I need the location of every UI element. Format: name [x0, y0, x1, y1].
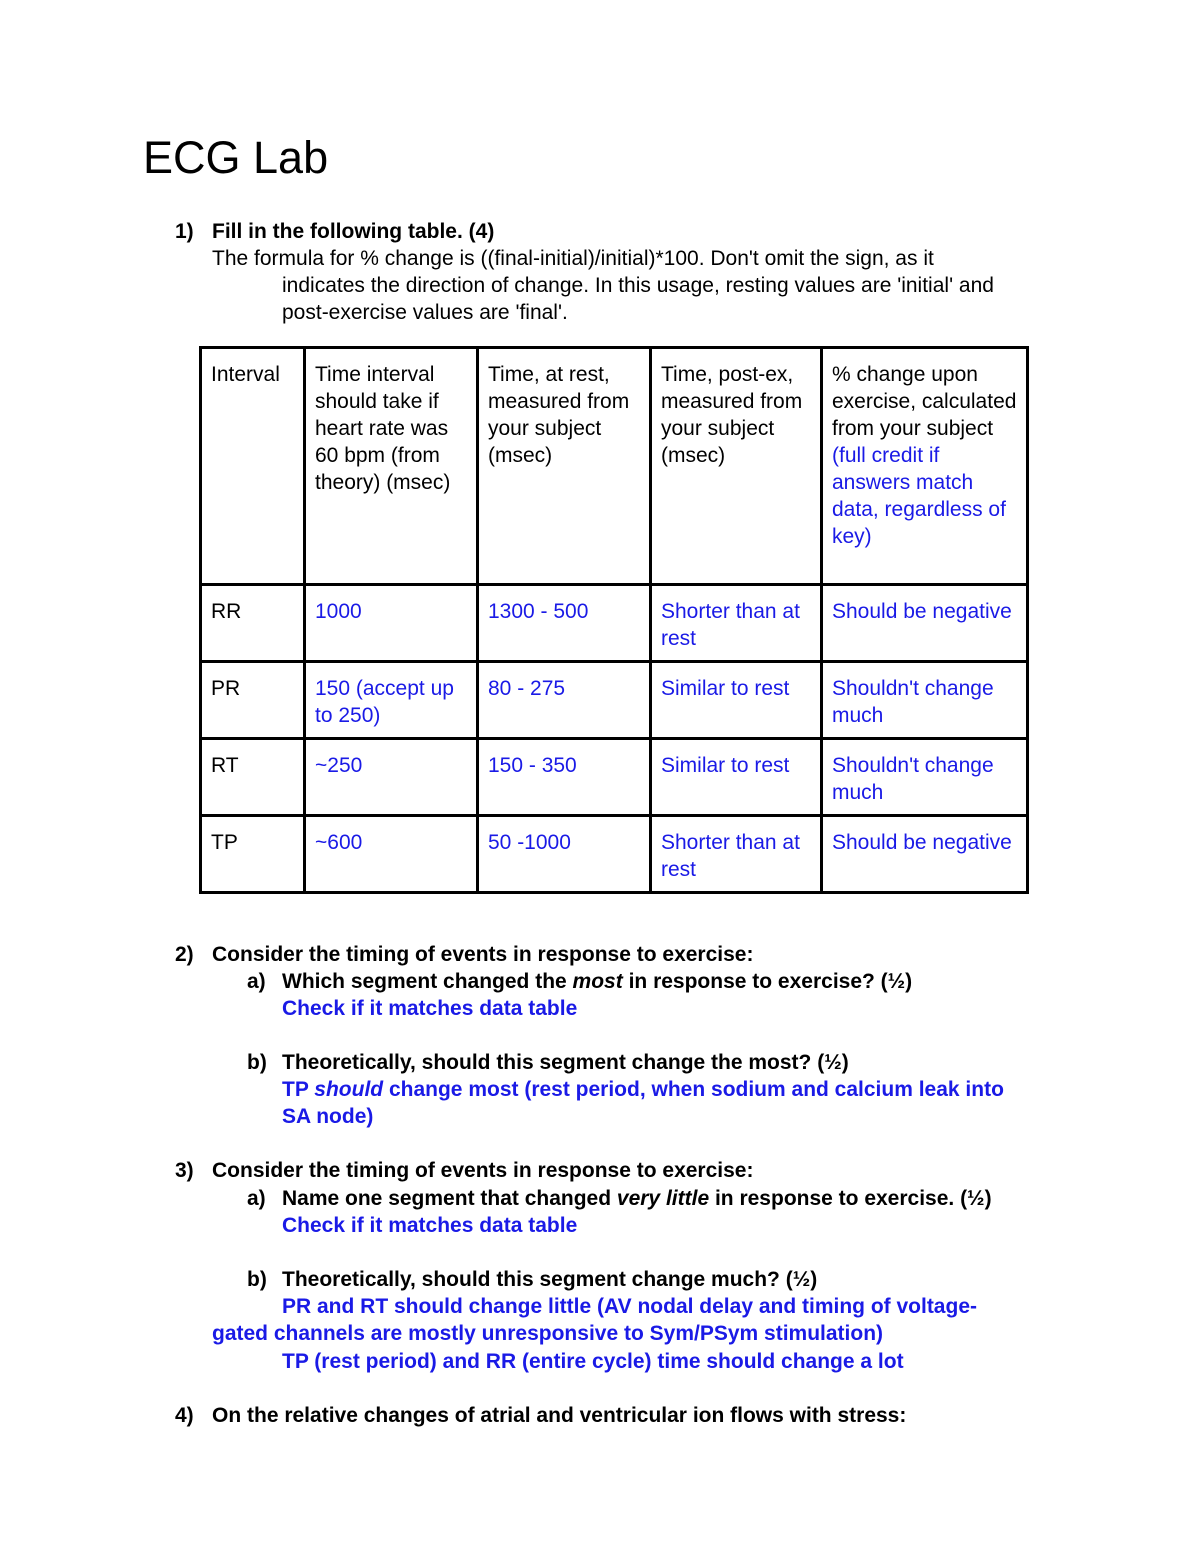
q1-number: 1) — [175, 220, 194, 243]
table-header-row — [201, 348, 1028, 585]
q4-number: 4) — [175, 1404, 194, 1427]
q3a-prompt-emphasis: very little — [616, 1187, 710, 1210]
q3b-answer-line-1: PR and RT should change little (AV nodal delay and timing of voltage- — [282, 1295, 977, 1318]
cell-theory: 1000 — [305, 585, 478, 662]
q3a-answer: Check if it matches data table — [282, 1214, 578, 1237]
ecg-interval-table — [199, 346, 1029, 894]
cell-theory: ~250 — [305, 739, 478, 816]
cell-percent-change: Should be negative — [822, 816, 1028, 893]
cell-post-exercise: Similar to rest — [651, 662, 822, 739]
header-rest-time: Time, at rest, measured from your subject (msec) — [478, 348, 651, 585]
q2a-prompt — [282, 968, 912, 995]
q1-formula-line-1: The formula for % change is ((final-initial)/initial)*100. Don't omit the sign, as it — [212, 247, 934, 270]
q2a-label: a) — [247, 970, 266, 993]
q2-number: 2) — [175, 943, 194, 966]
q3b-answer-line-2: gated channels are mostly unresponsive to Sym/PSym stimulation) — [212, 1322, 884, 1345]
table-row — [201, 585, 1028, 662]
q2b-answer-post: change most (rest period, when sodium and calcium leak into — [383, 1078, 1004, 1101]
q3a-label: a) — [247, 1187, 266, 1210]
q3b-prompt: Theoretically, should this segment change much? (½) — [282, 1268, 818, 1291]
cell-rest: 150 - 350 — [478, 739, 651, 816]
cell-rest: 80 - 275 — [478, 662, 651, 739]
q3b-label: b) — [247, 1268, 267, 1291]
cell-theory: 150 (accept up to 250) — [305, 662, 478, 739]
header-percent-change-note: (full credit if answers match data, regardless of key) — [832, 444, 1006, 548]
q1-prompt: Fill in the following table. (4) — [212, 220, 495, 243]
q2b-answer-pre: TP — [282, 1078, 315, 1101]
cell-post-exercise: Similar to rest — [651, 739, 822, 816]
cell-theory: ~600 — [305, 816, 478, 893]
cell-percent-change: Should be negative — [822, 585, 1028, 662]
q3b-answer-line-3: TP (rest period) and RR (entire cycle) time should change a lot — [282, 1350, 904, 1373]
cell-rest: 50 -1000 — [478, 816, 651, 893]
q2a-answer: Check if it matches data table — [282, 997, 578, 1020]
q3a-prompt-pre: Name one segment that changed — [282, 1187, 617, 1210]
q3-number: 3) — [175, 1159, 194, 1182]
q2b-prompt: Theoretically, should this segment change the most? (½) — [282, 1051, 849, 1074]
q2b-label: b) — [247, 1051, 267, 1074]
q2-prompt: Consider the timing of events in response to exercise: — [212, 943, 754, 966]
cell-interval: RR — [201, 585, 305, 662]
q2a-prompt-post: in response to exercise? (½) — [622, 970, 913, 993]
cell-interval: TP — [201, 816, 305, 893]
q2b-answer-line-1 — [282, 1076, 1004, 1103]
header-interval: Interval — [201, 348, 305, 585]
cell-rest: 1300 - 500 — [478, 585, 651, 662]
cell-percent-change: Shouldn't change much — [822, 739, 1028, 816]
cell-post-exercise: Shorter than at rest — [651, 816, 822, 893]
q1-formula-line-2: indicates the direction of change. In this usage, resting values are 'initial' and — [282, 274, 994, 297]
header-post-exercise-time: Time, post-ex, measured from your subject (msec) — [651, 348, 822, 585]
header-percent-change-label: % change upon exercise, calculated from your subject — [832, 363, 1017, 440]
table-row — [201, 662, 1028, 739]
q2b-answer-line-2: SA node) — [282, 1105, 374, 1128]
page-title: ECG Lab — [143, 132, 329, 183]
header-theory-time: Time interval should take if heart rate was 60 bpm (from theory) (msec) — [305, 348, 478, 585]
header-percent-change — [822, 348, 1028, 585]
q2a-prompt-pre: Which segment changed the — [282, 970, 573, 993]
q2b-answer-emphasis: should — [314, 1078, 384, 1101]
table-row — [201, 739, 1028, 816]
q1-formula-line-3: post-exercise values are 'final'. — [282, 301, 568, 324]
cell-interval: RT — [201, 739, 305, 816]
cell-interval: PR — [201, 662, 305, 739]
cell-percent-change: Shouldn't change much — [822, 662, 1028, 739]
q3-prompt: Consider the timing of events in response to exercise: — [212, 1159, 754, 1182]
q2a-prompt-emphasis: most — [572, 970, 623, 993]
table-row — [201, 816, 1028, 893]
q4-prompt: On the relative changes of atrial and ventricular ion flows with stress: — [212, 1404, 907, 1427]
q3a-prompt-post: in response to exercise. (½) — [709, 1187, 992, 1210]
cell-post-exercise: Shorter than at rest — [651, 585, 822, 662]
q3a-prompt — [282, 1185, 992, 1212]
